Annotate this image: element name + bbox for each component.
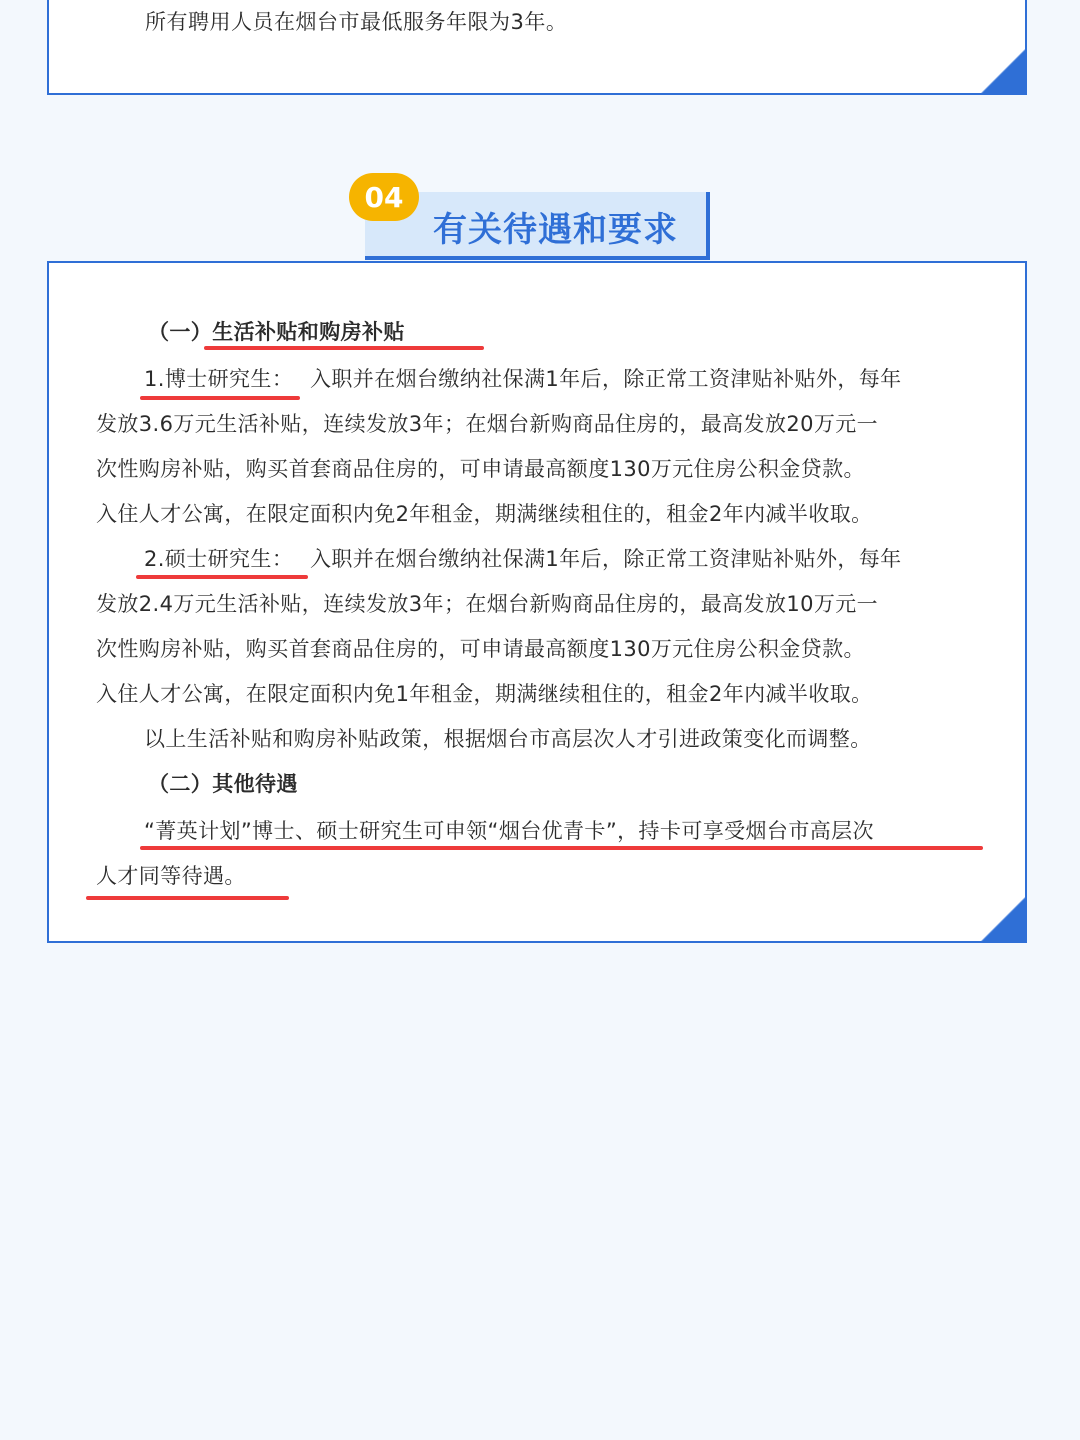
policy-note: 以上生活补贴和购房补贴政策，根据烟台市高层次人才引进政策变化而调整。 (144, 727, 872, 751)
highlight-underline (140, 846, 983, 850)
phd-text-line: 入职并在烟台缴纳社保满1年后，除正常工资津贴补贴外，每年 (310, 367, 902, 391)
other-benefits-text: 人才同等待遇。 (96, 864, 246, 888)
highlight-underline (86, 896, 289, 900)
highlight-underline (136, 575, 308, 579)
other-benefits-heading: （二）其他待遇 (148, 772, 298, 796)
card-corner-decoration (979, 895, 1027, 943)
phd-label: 1.博士研究生： (144, 367, 294, 391)
phd-text-line: 次性购房补贴，购买首套商品住房的，可申请最高额度130万元住房公积金贷款。 (96, 457, 865, 481)
card-corner-decoration (979, 47, 1027, 95)
master-text-line: 发放2.4万元生活补贴，连续发放3年；在烟台新购商品住房的，最高发放10万元一 (96, 592, 879, 616)
master-text-line: 入住人才公寓，在限定面积内免1年租金，期满继续租住的，租金2年内减半收取。 (96, 682, 873, 706)
section-number-badge: 04 (349, 173, 419, 221)
highlight-underline (140, 396, 300, 400)
subsidy-heading: （一）生活补贴和购房补贴 (148, 320, 405, 344)
previous-section-card (47, 0, 1027, 95)
master-label: 2.硕士研究生： (144, 547, 294, 571)
phd-text-line: 入住人才公寓，在限定面积内免2年租金，期满继续租住的，租金2年内减半收取。 (96, 502, 873, 526)
other-benefits-text: “菁英计划”博士、硕士研究生可申领“烟台优青卡”，持卡可享受烟台市高层次 (144, 819, 874, 843)
master-text-line: 入职并在烟台缴纳社保满1年后，除正常工资津贴补贴外，每年 (310, 547, 902, 571)
phd-text-line: 发放3.6万元生活补贴，连续发放3年；在烟台新购商品住房的，最高发放20万元一 (96, 412, 879, 436)
section-title: 有关待遇和要求 (433, 210, 678, 250)
master-text-line: 次性购房补贴，购买首套商品住房的，可申请最高额度130万元住房公积金贷款。 (96, 637, 865, 661)
highlight-underline (204, 346, 484, 350)
service-years-text: 所有聘用人员在烟台市最低服务年限为3年。 (145, 10, 568, 34)
